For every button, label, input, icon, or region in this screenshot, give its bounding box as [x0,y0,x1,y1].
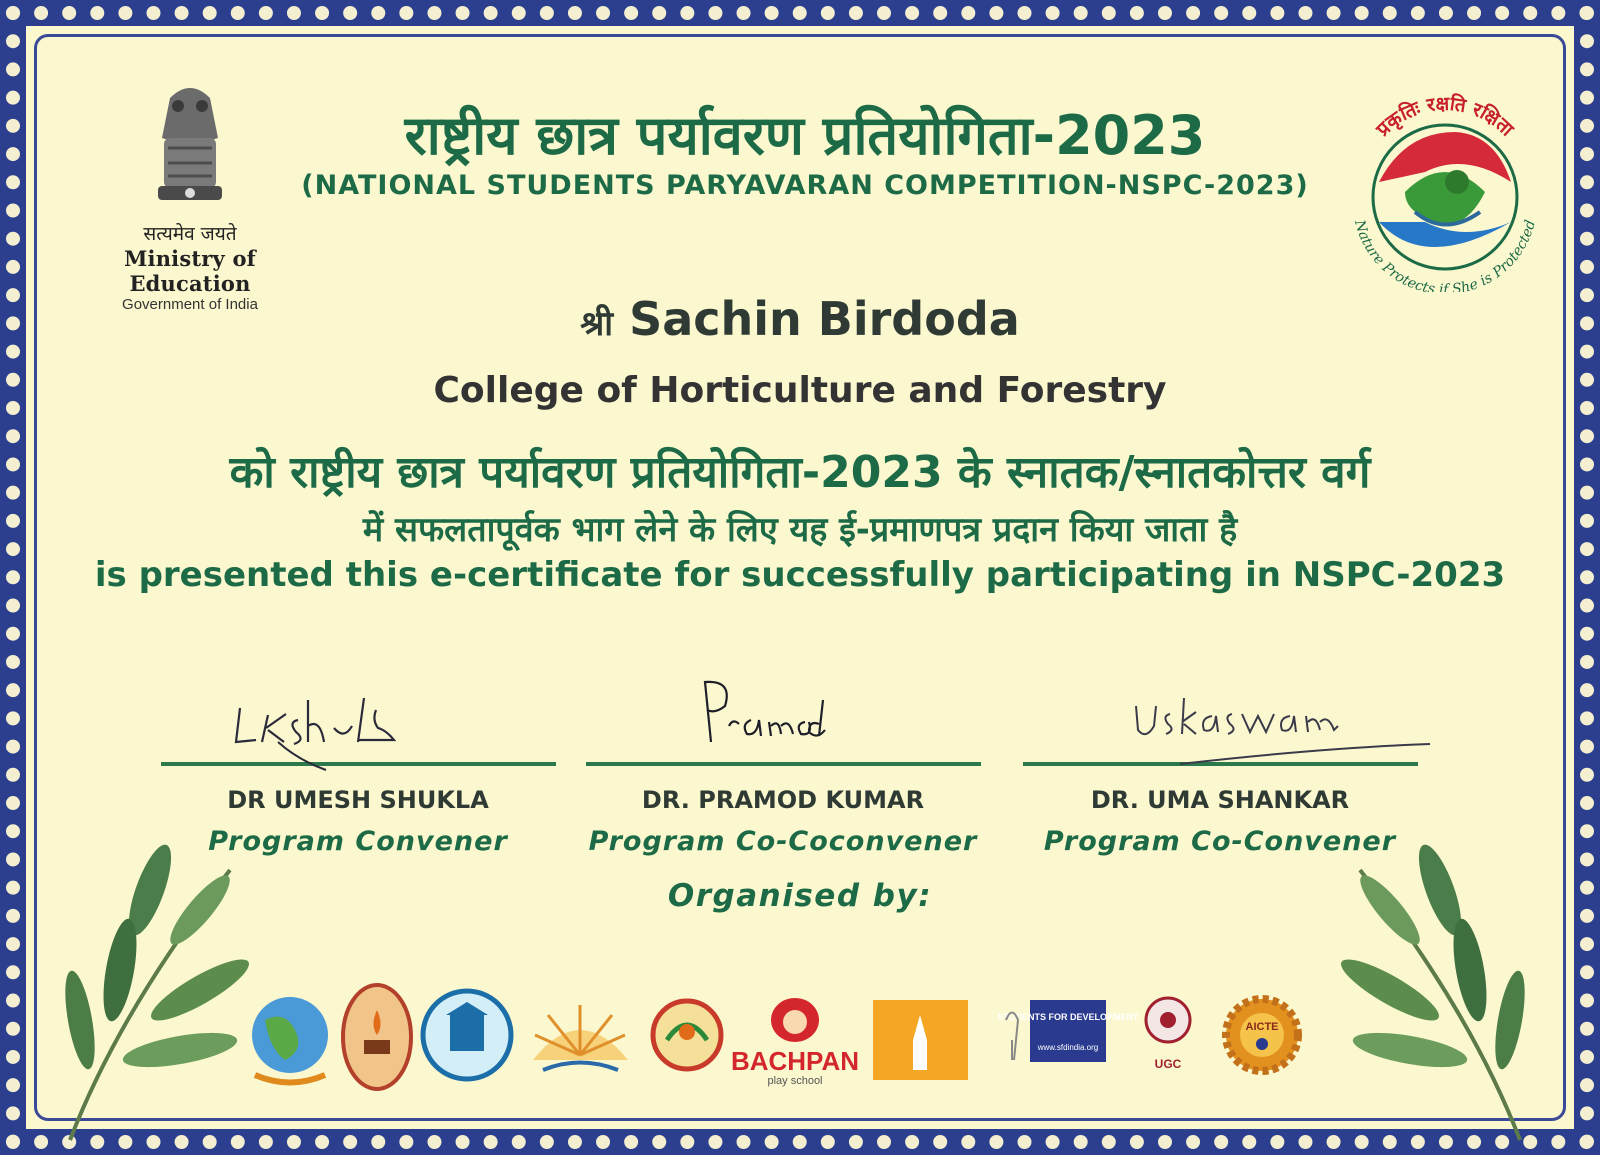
nvs-logo-icon [647,980,727,1095]
organiser-logos [245,980,1355,1100]
ashoka-emblem-icon [140,78,240,218]
signature-3 [1020,670,1420,762]
ministry-name: Ministry of Education [124,246,256,296]
signature-3-drawing [1020,670,1420,762]
leaves-left-icon [30,850,270,1140]
aicte-logo-text: AICTE [1245,1021,1279,1033]
title-hindi: राष्ट्रीय छात्र पर्यावरण प्रतियोगिता-2023 [404,104,1206,167]
signature-2 [583,670,983,762]
signatory-3-name: DR. UMA SHANKAR [1090,786,1350,814]
signature-line-2 [586,762,981,766]
signature-line-3 [1023,762,1418,766]
emblem-motto: सत्यमेव जयते [143,223,237,245]
signatory-1 [158,670,558,857]
signatory-3 [1020,670,1420,857]
title-english: (NATIONAL STUDENTS PARYAVARAN COMPETITION-NSPC-2023) [301,170,1309,201]
body-hindi-line-2: में सफलतापूर्वक भाग लेने के लिए यह ई-प्रमाणपत्र प्रदान किया जाता है [362,510,1238,550]
nature-logo-top-text: प्रकृतिः रक्षति रक्षिता [1371,92,1518,141]
ubs-logo-icon [873,980,968,1095]
sfd-logo-text: STUDENTS FOR DEVELOPMENT [997,1012,1139,1022]
organised-by-label: Organised by: [667,878,933,914]
nature-logo-bottom-text: Nature Protects if She is Protected [1351,218,1539,292]
ugc-logo-text: UGC [1154,1057,1182,1071]
kvs-logo-icon [523,980,638,1095]
signatory-2-role: Program Co-Coconvener [588,826,978,857]
aicte-logo [1220,980,1305,1095]
body-english-line: is presented this e-certificate for successfully participating in NSPC-2023 [94,555,1506,595]
cbse-logo-icon [420,980,515,1095]
signature-1-drawing [158,670,558,762]
sfd-logo-url: www.sfdindia.org [1037,1043,1099,1052]
government-label: Government of India [122,296,258,313]
signatory-2-name: DR. PRAMOD KUMAR [641,786,925,814]
bachpan-logo [730,980,860,1095]
signatory-2 [583,670,983,857]
nature-logo-icon [1345,72,1545,292]
globe-logo-icon [245,980,335,1095]
signatory-1-name: DR UMESH SHUKLA [227,786,489,814]
leaves-right-icon [1320,850,1570,1140]
ugc-logo [1123,980,1213,1095]
signature-line-1 [161,762,556,766]
signature-2-drawing [583,670,983,762]
sfd-logo [990,980,1139,1095]
lamp-logo-icon [340,980,415,1095]
bachpan-logo-text: BACHPAN [730,1046,860,1076]
signatory-3-role: Program Co-Convener [1043,826,1397,857]
bachpan-logo-subtext: play school [767,1075,823,1087]
recipient-institution: College of Horticulture and Forestry [433,370,1167,411]
recipient-name-line [300,292,1300,346]
nature-logo [1345,72,1545,292]
signature-1 [158,670,558,762]
recipient-name: Sachin Birdoda [629,292,1020,346]
body-hindi-line-1: को राष्ट्रीय छात्र पर्यावरण प्रतियोगिता-2023 के स्नातक/स्नातकोत्तर वर्ग [229,447,1371,498]
signatory-1-role: Program Convener [208,826,508,857]
recipient-honorific: श्री [580,304,614,344]
